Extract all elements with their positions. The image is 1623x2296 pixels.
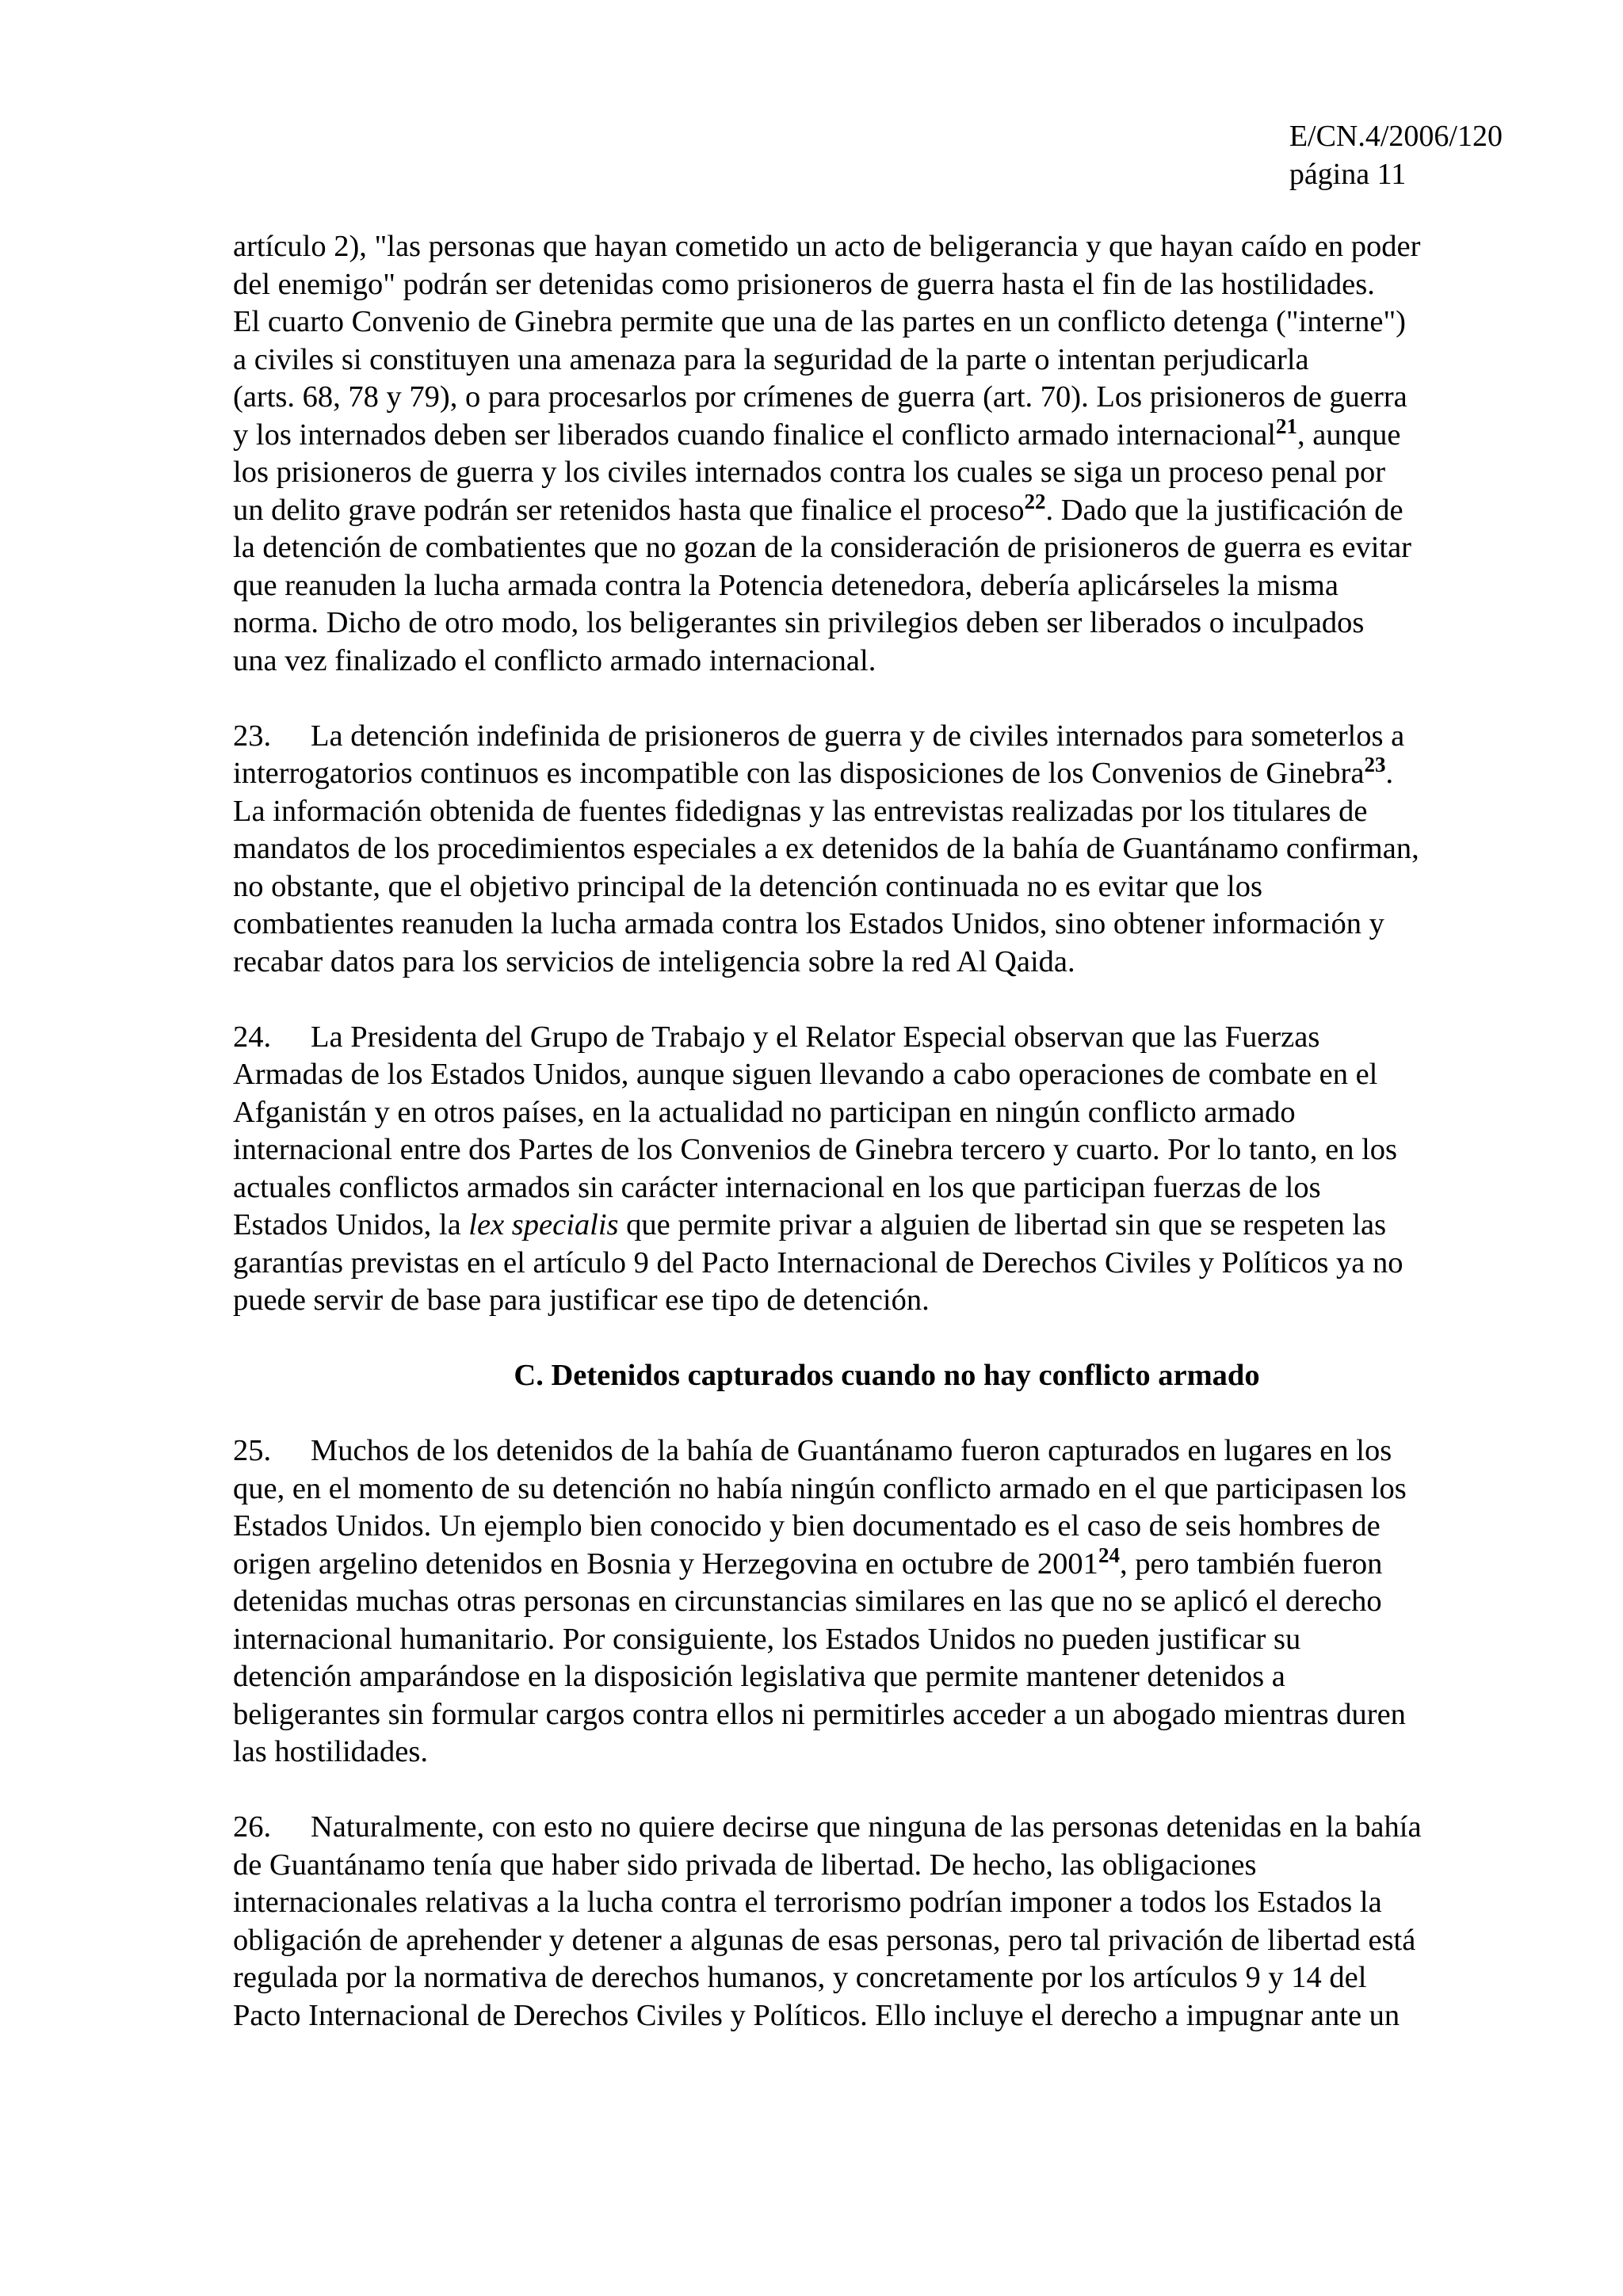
text-segment: La Presidenta del Grupo de Trabajo y el Relator Especial observan que las Fuerzas — [311, 1020, 1320, 1054]
text-line — [233, 1543, 1509, 1584]
text-line: a civiles si constituyen una amenaza para la seguridad de la parte o intentan perjudicarla — [233, 342, 1309, 376]
text-line — [233, 489, 1509, 530]
text-line: internacional humanitario. Por consiguiente, los Estados Unidos no pueden justificar su — [233, 1622, 1301, 1656]
text-line: internacional entre dos Partes de los Convenios de Ginebra tercero y cuarto. Por lo tanto, en los — [233, 1133, 1397, 1166]
text-line: (arts. 68, 78 y 79), o para procesarlos por crímenes de guerra (art. 70). Los prisioneros de guerra — [233, 380, 1407, 414]
paragraph-25 — [233, 1432, 1509, 1772]
text-segment: que permite privar a alguien de libertad sin que se respeten las — [618, 1208, 1387, 1241]
text-line: no obstante, que el objetivo principal de la detención continuada no es evitar que los — [233, 869, 1262, 903]
text-segment: Naturalmente, con esto no quiere decirse que ninguna de las personas detenidas en la bahía — [311, 1810, 1422, 1844]
text-line: obligación de aprehender y detener a algunas de esas personas, pero tal privación de libertad está — [233, 1923, 1416, 1957]
text-line: detención amparándose en la disposición legislativa que permite mantener detenidos a — [233, 1660, 1285, 1693]
text-segment: La detención indefinida de prisioneros de guerra y de civiles internados para someterlos a — [311, 719, 1405, 753]
paragraph-23 — [233, 718, 1509, 982]
paragraph-intro-continuation — [233, 228, 1509, 680]
text-line — [233, 1809, 1509, 1847]
text-line: internacionales relativas a la lucha contra el terrorismo podrían imponer a todos los Estados la — [233, 1886, 1382, 1919]
text-line: una vez finalizado el conflicto armado internacional. — [233, 643, 876, 677]
text-line: Armadas de los Estados Unidos, aunque siguen llevando a cabo operaciones de combate en el — [233, 1058, 1378, 1091]
text-line: puede servir de base para justificar ese tipo de detención. — [233, 1283, 930, 1317]
footnote-ref-23[interactable]: 23 — [1364, 753, 1386, 776]
text-segment: y los internados deben ser liberados cuando finalice el conflicto armado internacional — [233, 418, 1276, 452]
text-segment: , aunque — [1297, 418, 1401, 452]
text-line: Estados Unidos. Un ejemplo bien conocido y bien documentado es el caso de seis hombres de — [233, 1509, 1381, 1543]
text-line: garantías previstas en el artículo 9 del Pacto Internacional de Derechos Civiles y Políticos ya no — [233, 1245, 1403, 1280]
text-line: que reanuden la lucha armada contra la Potencia detenedora, debería aplicárseles la misma — [233, 568, 1338, 602]
paragraph-number: 25. — [233, 1434, 272, 1467]
text-line — [233, 718, 1509, 756]
text-line: actuales conflictos armados sin carácter internacional en los que participan fuerzas de los — [233, 1170, 1321, 1204]
text-line: recabar datos para los servicios de inteligencia sobre la red Al Qaida. — [233, 944, 1075, 978]
text-line: El cuarto Convenio de Ginebra permite que una de las partes en un conflicto detenga ("interne") — [233, 305, 1406, 338]
footnote-ref-21[interactable]: 21 — [1276, 414, 1297, 438]
text-line: regulada por la normativa de derechos humanos, y concretamente por los artículos 9 y 14 del — [233, 1961, 1367, 1994]
text-line — [233, 1019, 1509, 1057]
text-line: que, en el momento de su detención no había ningún conflicto armado en el que participasen los — [233, 1471, 1407, 1505]
text-segment: Muchos de los detenidos de la bahía de Guantánamo fueron capturados en lugares en los — [311, 1434, 1392, 1467]
text-line: los prisioneros de guerra y los civiles internados contra los cuales se siga un proceso penal por — [233, 456, 1386, 489]
text-line — [233, 1207, 1509, 1245]
text-line: la detención de combatientes que no gozan de la consideración de prisioneros de guerra es evitar — [233, 531, 1412, 564]
text-segment: . — [1385, 757, 1394, 790]
page-number: página 11 — [1289, 158, 1407, 191]
text-line: de Guantánamo tenía que haber sido privada de libertad. De hecho, las obligaciones — [233, 1848, 1257, 1882]
paragraph-number: 26. — [233, 1810, 272, 1844]
page-header — [1289, 117, 1503, 193]
paragraph-26 — [233, 1809, 1509, 2035]
italic-term: lex specialis — [468, 1208, 619, 1241]
footnote-ref-24[interactable]: 24 — [1098, 1543, 1120, 1567]
text-line: Pacto Internacional de Derechos Civiles y Políticos. Ello incluye el derecho a impugnar ante un — [233, 1998, 1400, 2032]
paragraph-number: 24. — [233, 1020, 272, 1054]
text-line: del enemigo" podrán ser detenidas como prisioneros de guerra hasta el fin de las hostilidades. — [233, 267, 1375, 301]
text-line — [233, 1432, 1509, 1470]
text-line — [233, 414, 1509, 455]
text-line: norma. Dicho de otro modo, los beligerantes sin privilegios deben ser liberados o inculpados — [233, 606, 1365, 639]
section-heading: C. Detenidos capturados cuando no hay conflicto armado — [514, 1359, 1260, 1392]
text-segment: , pero también fueron — [1119, 1547, 1383, 1581]
text-line: combatientes reanuden la lucha armada contra los Estados Unidos, sino obtener información y — [233, 907, 1384, 940]
text-segment: interrogatorios continuos es incompatible con las disposiciones de los Convenios de Ginebra — [233, 757, 1365, 790]
text-line — [233, 755, 1509, 793]
text-line: mandatos de los procedimientos especiales a ex detenidos de la bahía de Guantánamo confirman, — [233, 832, 1419, 865]
text-line: beligerantes sin formular cargos contra ellos ni permitirles acceder a un abogado mientras duren — [233, 1697, 1406, 1731]
text-line: La información obtenida de fuentes fidedignas y las entrevistas realizadas por los titulares de — [233, 794, 1368, 828]
text-line: Afganistán y en otros países, en la actualidad no participan en ningún conflicto armado — [233, 1095, 1296, 1129]
paragraph-24 — [233, 1019, 1509, 1320]
document-symbol: E/CN.4/2006/120 — [1289, 120, 1503, 153]
document-body — [233, 228, 1509, 2073]
text-line: las hostilidades. — [233, 1735, 428, 1768]
footnote-ref-22[interactable]: 22 — [1024, 489, 1046, 513]
text-segment: un delito grave podrán ser retenidos hasta que finalice el proceso — [233, 493, 1025, 527]
text-segment: . Dado que la justificación de — [1045, 493, 1403, 527]
paragraph-number: 23. — [233, 719, 272, 753]
text-line: artículo 2), "las personas que hayan cometido un acto de beligerancia y que hayan caído en poder — [233, 230, 1421, 263]
text-segment: origen argelino detenidos en Bosnia y Herzegovina en octubre de 2001 — [233, 1547, 1098, 1581]
text-line: detenidas muchas otras personas en circunstancias similares en las que no se aplicó el derecho — [233, 1585, 1382, 1618]
text-segment: Estados Unidos, la — [233, 1208, 469, 1241]
